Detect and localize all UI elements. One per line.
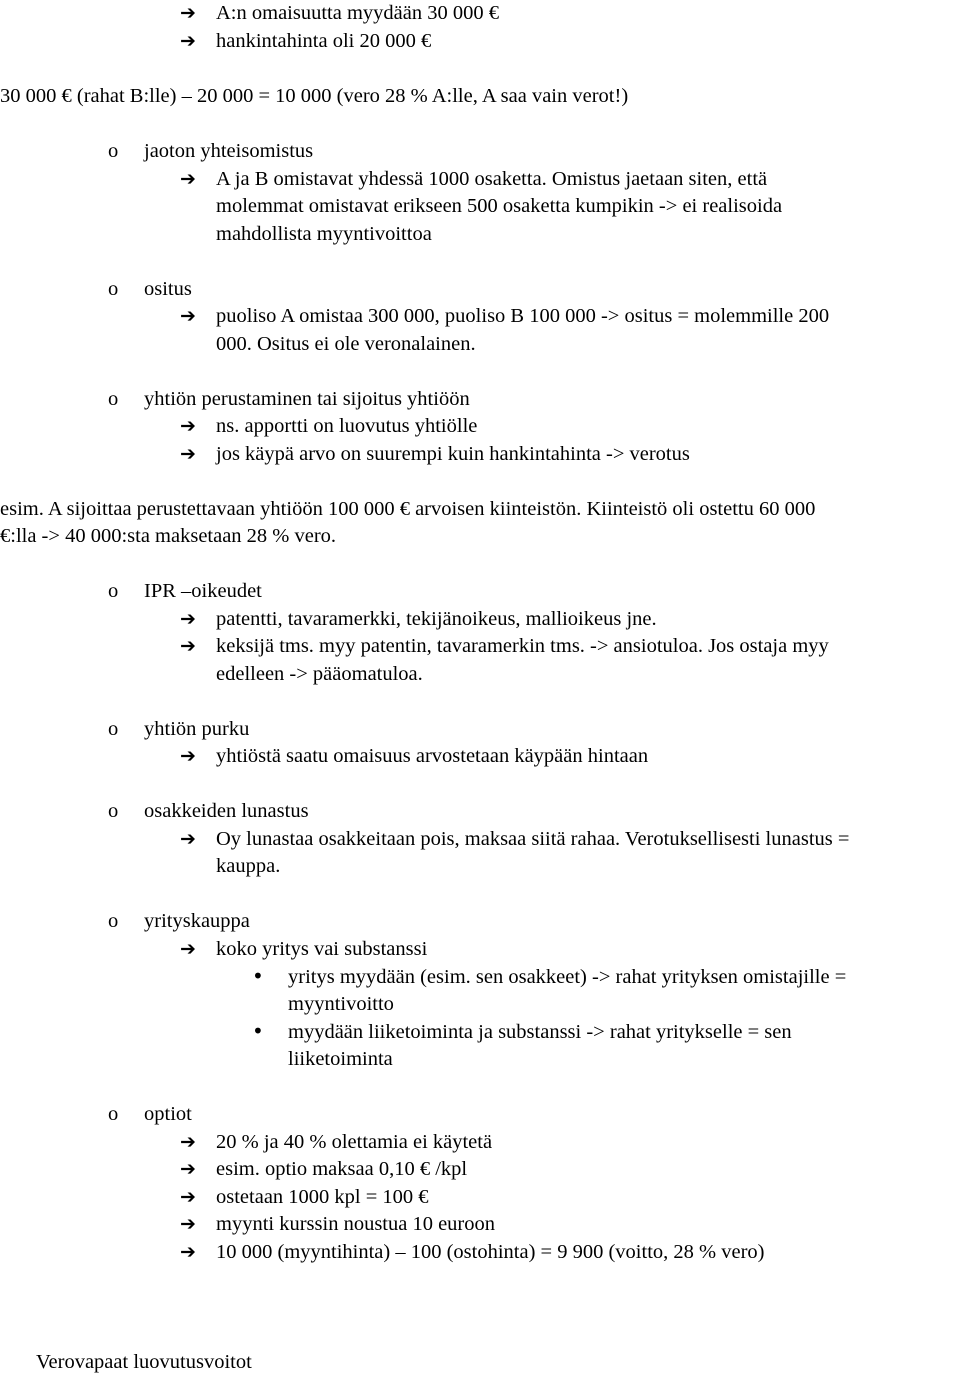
arrow-icon: ➔ (180, 168, 196, 190)
heading-text: IPR –oikeudet (144, 580, 262, 602)
line-text: hankintahinta oli 20 000 € (216, 30, 432, 52)
arrow-icon: ➔ (180, 828, 196, 850)
heading-text: yhtiön perustaminen tai sijoitus yhtiöön (144, 388, 470, 410)
line-text: ostetaan 1000 kpl = 100 € (216, 1186, 429, 1208)
line-text: Oy lunastaa osakkeitaan pois, maksaa siitä rahaa. Verotuksellisesti lunastus = (216, 828, 850, 850)
arrow-icon: ➔ (180, 938, 196, 960)
o-bullet-icon: o (108, 800, 119, 822)
o-bullet-icon: o (108, 718, 119, 740)
heading-text: osakkeiden lunastus (144, 800, 309, 822)
dot-bullet-icon: • (252, 964, 264, 988)
o-bullet-icon: o (108, 580, 119, 602)
line-text: puoliso A omistaa 300 000, puoliso B 100 000 -> ositus = molemmille 200 (216, 305, 830, 327)
line-text: liiketoiminta (288, 1048, 393, 1070)
line-text: myynti kurssin noustua 10 euroon (216, 1213, 496, 1235)
heading-text: jaoton yhteisomistus (144, 140, 314, 162)
line-text: kauppa. (216, 855, 281, 877)
line-text: 10 000 (myyntihinta) – 100 (ostohinta) = 9 900 (voitto, 28 % vero) (216, 1241, 765, 1263)
arrow-icon: ➔ (180, 1158, 196, 1180)
o-bullet-icon: o (108, 140, 119, 162)
section-title: Verovapaat luovutusvoitot (36, 1351, 252, 1373)
heading-text: yhtiön purku (144, 718, 250, 740)
arrow-icon: ➔ (180, 1131, 196, 1153)
arrow-icon: ➔ (180, 30, 196, 52)
paragraph-line: esim. A sijoittaa perustettavaan yhtiöön 100 000 € arvoisen kiinteistön. Kiinteistö oli ostettu 60 000 (0, 498, 816, 520)
paragraph-line: 30 000 € (rahat B:lle) – 20 000 = 10 000 (vero 28 % A:lle, A saa vain verot!) (0, 85, 629, 107)
line-text: patentti, tavaramerkki, tekijänoikeus, mallioikeus jne. (216, 608, 657, 630)
line-text: molemmat omistavat erikseen 500 osaketta kumpikin -> ei realisoida (216, 195, 783, 217)
line-text: 000. Ositus ei ole veronalainen. (216, 333, 476, 355)
heading-text: yrityskauppa (144, 910, 250, 932)
arrow-icon: ➔ (180, 415, 196, 437)
line-text: A ja B omistavat yhdessä 1000 osaketta. Omistus jaetaan siten, että (216, 168, 768, 190)
arrow-icon: ➔ (180, 608, 196, 630)
arrow-icon: ➔ (180, 443, 196, 465)
dot-bullet-icon: • (252, 1019, 264, 1043)
line-text: myyntivoitto (288, 993, 394, 1015)
line-text: esim. optio maksaa 0,10 € /kpl (216, 1158, 468, 1180)
heading-text: ositus (144, 278, 192, 300)
line-text: jos käypä arvo on suurempi kuin hankintahinta -> verotus (216, 443, 690, 465)
line-text: koko yritys vai substanssi (216, 938, 428, 960)
line-text: keksijä tms. myy patentin, tavaramerkin tms. -> ansiotuloa. Jos ostaja myy (216, 635, 829, 657)
line-text: 20 % ja 40 % olettamia ei käytetä (216, 1131, 493, 1153)
o-bullet-icon: o (108, 388, 119, 410)
paragraph-line: €:lla -> 40 000:sta maksetaan 28 % vero. (0, 525, 337, 547)
o-bullet-icon: o (108, 910, 119, 932)
heading-text: optiot (144, 1103, 192, 1125)
line-text: myydään liiketoiminta ja substanssi -> rahat yritykselle = sen (288, 1021, 792, 1043)
arrow-icon: ➔ (180, 1241, 196, 1263)
line-text: A:n omaisuutta myydään 30 000 € (216, 2, 499, 24)
arrow-icon: ➔ (180, 745, 196, 767)
line-text: ns. apportti on luovutus yhtiölle (216, 415, 478, 437)
arrow-icon: ➔ (180, 305, 196, 327)
line-text: edelleen -> pääomatuloa. (216, 663, 423, 685)
line-text: mahdollista myyntivoittoa (216, 223, 432, 245)
o-bullet-icon: o (108, 1103, 119, 1125)
o-bullet-icon: o (108, 278, 119, 300)
line-text: yritys myydään (esim. sen osakkeet) -> rahat yrityksen omistajille = (288, 966, 847, 988)
arrow-icon: ➔ (180, 635, 196, 657)
line-text: yhtiöstä saatu omaisuus arvostetaan käypään hintaan (216, 745, 649, 767)
arrow-icon: ➔ (180, 2, 196, 24)
arrow-icon: ➔ (180, 1186, 196, 1208)
arrow-icon: ➔ (180, 1213, 196, 1235)
